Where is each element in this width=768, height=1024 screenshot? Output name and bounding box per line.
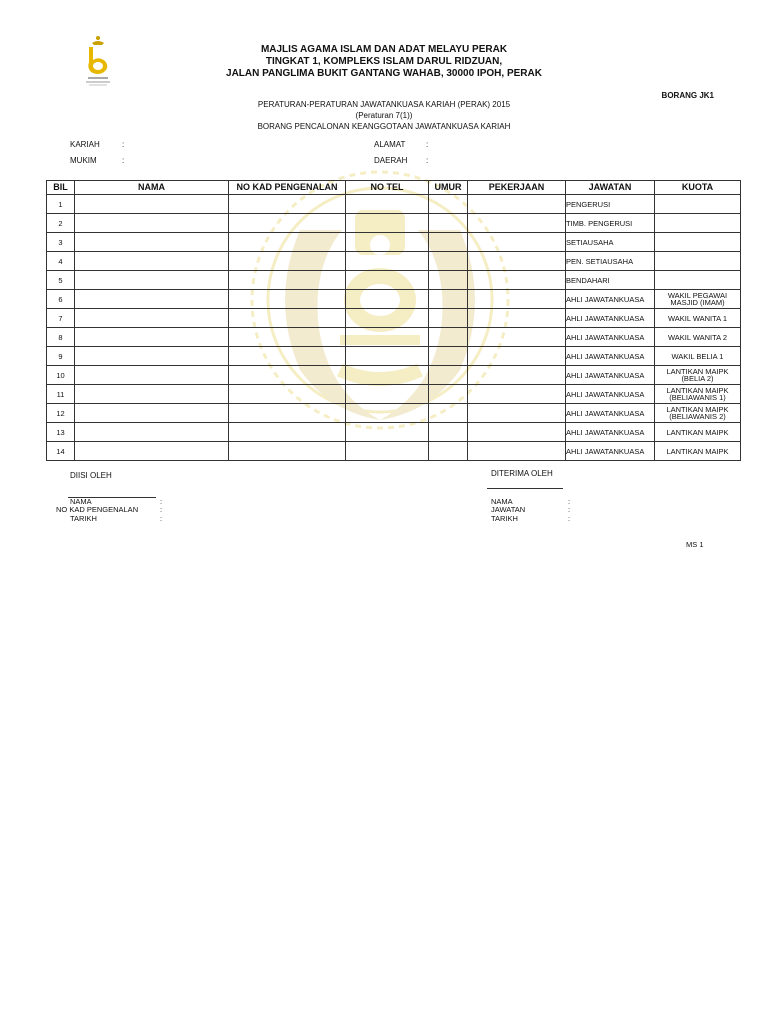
table-row xyxy=(47,309,741,328)
kariah-label: KARIAH xyxy=(70,140,100,149)
table-row xyxy=(47,233,741,252)
row-nama-cell[interactable] xyxy=(75,328,229,347)
row-jawatan-cell: AHLI JAWATANKUASA xyxy=(566,385,655,404)
table-row xyxy=(47,347,741,366)
row-pekerjaan-cell[interactable] xyxy=(468,290,566,309)
row-pekerjaan-cell[interactable] xyxy=(468,423,566,442)
page-code: MS 1 xyxy=(686,540,704,549)
nomination-table xyxy=(46,180,741,461)
received-by-signature-line xyxy=(487,488,563,489)
row-umur-cell[interactable] xyxy=(429,290,468,309)
row-pekerjaan-cell[interactable] xyxy=(468,309,566,328)
table-row xyxy=(47,366,741,385)
row-notel-cell[interactable] xyxy=(346,328,429,347)
row-kuota-cell: WAKIL WANITA 2 xyxy=(655,328,741,347)
row-bil-cell: 9 xyxy=(47,347,75,366)
table-row xyxy=(47,404,741,423)
row-ic-cell[interactable] xyxy=(229,271,346,290)
filled-by-nama-label: NAMA xyxy=(70,497,92,506)
row-jawatan-cell: PENGERUSI xyxy=(566,195,655,214)
row-notel-cell[interactable] xyxy=(346,366,429,385)
row-notel-cell[interactable] xyxy=(346,233,429,252)
col-header-bil: BIL xyxy=(47,181,75,195)
row-notel-cell[interactable] xyxy=(346,309,429,328)
row-pekerjaan-cell[interactable] xyxy=(468,347,566,366)
row-kuota-cell: LANTIKAN MAIPK (BELIAWANIS 2) xyxy=(655,404,741,423)
row-notel-cell[interactable] xyxy=(346,423,429,442)
row-notel-cell[interactable] xyxy=(346,195,429,214)
row-umur-cell[interactable] xyxy=(429,309,468,328)
received-by-nama-label: NAMA xyxy=(491,497,513,506)
row-bil-cell: 2 xyxy=(47,214,75,233)
row-pekerjaan-cell[interactable] xyxy=(468,195,566,214)
row-umur-cell[interactable] xyxy=(429,233,468,252)
row-kuota-cell: LANTIKAN MAIPK xyxy=(655,442,741,461)
row-jawatan-cell: AHLI JAWATANKUASA xyxy=(566,328,655,347)
col-header-jawatan: JAWATAN xyxy=(566,181,655,195)
row-nama-cell[interactable] xyxy=(75,252,229,271)
row-bil-cell: 7 xyxy=(47,309,75,328)
row-pekerjaan-cell[interactable] xyxy=(468,385,566,404)
row-ic-cell[interactable] xyxy=(229,214,346,233)
row-bil-cell: 6 xyxy=(47,290,75,309)
row-jawatan-cell: SETIAUSAHA xyxy=(566,233,655,252)
form-title: BORANG PENCALONAN KEANGGOTAAN JAWATANKUASA KARIAH xyxy=(257,122,511,131)
address-line-2: JALAN PANGLIMA BUKIT GANTANG WAHAB, 30000 IPOH, PERAK xyxy=(226,68,542,79)
row-nama-cell[interactable] xyxy=(75,195,229,214)
row-notel-cell[interactable] xyxy=(346,252,429,271)
row-nama-cell[interactable] xyxy=(75,347,229,366)
row-kuota-cell: WAKIL PEGAWAI MASJID (IMAM) xyxy=(655,290,741,309)
form-code: BORANG JK1 xyxy=(661,91,714,100)
col-header-ic: NO KAD PENGENALAN xyxy=(229,181,346,195)
row-nama-cell[interactable] xyxy=(75,404,229,423)
row-bil-cell: 5 xyxy=(47,271,75,290)
table-row xyxy=(47,290,741,309)
row-notel-cell[interactable] xyxy=(346,404,429,423)
row-kuota-cell xyxy=(655,195,741,214)
mukim-label: MUKIM xyxy=(70,156,97,165)
col-header-kuota: KUOTA xyxy=(655,181,741,195)
row-jawatan-cell: AHLI JAWATANKUASA xyxy=(566,404,655,423)
table-row xyxy=(47,328,741,347)
row-kuota-cell xyxy=(655,214,741,233)
row-kuota-cell xyxy=(655,252,741,271)
received-by-tarikh-colon: : xyxy=(568,514,571,523)
row-jawatan-cell: AHLI JAWATANKUASA xyxy=(566,347,655,366)
filled-by-label: DIISI OLEH xyxy=(70,471,112,480)
row-pekerjaan-cell[interactable] xyxy=(468,233,566,252)
table-row xyxy=(47,423,741,442)
row-bil-cell: 4 xyxy=(47,252,75,271)
row-bil-cell: 14 xyxy=(47,442,75,461)
row-notel-cell[interactable] xyxy=(346,214,429,233)
col-header-umur: UMUR xyxy=(429,181,468,195)
table-row xyxy=(47,252,741,271)
row-nama-cell[interactable] xyxy=(75,214,229,233)
row-umur-cell[interactable] xyxy=(429,271,468,290)
row-kuota-cell: WAKIL WANITA 1 xyxy=(655,309,741,328)
row-jawatan-cell: AHLI JAWATANKUASA xyxy=(566,366,655,385)
row-umur-cell[interactable] xyxy=(429,442,468,461)
mukim-colon: : xyxy=(122,156,125,165)
row-pekerjaan-cell[interactable] xyxy=(468,404,566,423)
regulation-title: PERATURAN-PERATURAN JAWATANKUASA KARIAH (PERAK) 2015 xyxy=(257,100,511,109)
received-by-nama-colon: : xyxy=(568,497,571,506)
received-by-jawatan-label: JAWATAN xyxy=(491,505,526,514)
row-ic-cell[interactable] xyxy=(229,233,346,252)
row-notel-cell[interactable] xyxy=(346,271,429,290)
col-header-pekerjaan: PEKERJAAN xyxy=(468,181,566,195)
row-nama-cell[interactable] xyxy=(75,385,229,404)
row-jawatan-cell: AHLI JAWATANKUASA xyxy=(566,423,655,442)
row-umur-cell[interactable] xyxy=(429,214,468,233)
row-umur-cell[interactable] xyxy=(429,347,468,366)
address-line-1: TINGKAT 1, KOMPLEKS ISLAM DARUL RIDZUAN, xyxy=(265,56,503,67)
row-jawatan-cell: AHLI JAWATANKUASA xyxy=(566,442,655,461)
row-nama-cell[interactable] xyxy=(75,233,229,252)
table-row xyxy=(47,385,741,404)
row-bil-cell: 1 xyxy=(47,195,75,214)
row-nama-cell[interactable] xyxy=(75,366,229,385)
row-ic-cell[interactable] xyxy=(229,423,346,442)
table-row xyxy=(47,214,741,233)
table-row xyxy=(47,442,741,461)
row-pekerjaan-cell[interactable] xyxy=(468,214,566,233)
row-ic-cell[interactable] xyxy=(229,195,346,214)
alamat-colon: : xyxy=(426,140,429,149)
row-ic-cell[interactable] xyxy=(229,404,346,423)
row-jawatan-cell: BENDAHARI xyxy=(566,271,655,290)
row-kuota-cell xyxy=(655,271,741,290)
row-umur-cell[interactable] xyxy=(429,404,468,423)
regulation-ref: (Peraturan 7(1)) xyxy=(355,111,413,120)
row-bil-cell: 10 xyxy=(47,366,75,385)
row-ic-cell[interactable] xyxy=(229,328,346,347)
filled-by-nama-colon: : xyxy=(160,497,163,506)
filled-by-tarikh-colon: : xyxy=(160,514,163,523)
row-ic-cell[interactable] xyxy=(229,252,346,271)
row-notel-cell[interactable] xyxy=(346,385,429,404)
row-bil-cell: 13 xyxy=(47,423,75,442)
row-ic-cell[interactable] xyxy=(229,385,346,404)
row-notel-cell[interactable] xyxy=(346,290,429,309)
row-pekerjaan-cell[interactable] xyxy=(468,442,566,461)
row-umur-cell[interactable] xyxy=(429,423,468,442)
received-by-jawatan-colon: : xyxy=(568,505,571,514)
row-nama-cell[interactable] xyxy=(75,423,229,442)
filled-by-tarikh-label: TARIKH xyxy=(70,514,97,523)
row-kuota-cell: LANTIKAN MAIPK (BELIAWANIS 1) xyxy=(655,385,741,404)
row-nama-cell[interactable] xyxy=(75,309,229,328)
col-header-nama: NAMA xyxy=(75,181,229,195)
row-umur-cell[interactable] xyxy=(429,385,468,404)
row-kuota-cell: LANTIKAN MAIPK xyxy=(655,423,741,442)
daerah-label: DAERAH xyxy=(374,156,408,165)
row-ic-cell[interactable] xyxy=(229,366,346,385)
alamat-label: ALAMAT xyxy=(374,140,406,149)
row-ic-cell[interactable] xyxy=(229,290,346,309)
row-pekerjaan-cell[interactable] xyxy=(468,271,566,290)
row-ic-cell[interactable] xyxy=(229,442,346,461)
table-header-row xyxy=(47,181,741,195)
row-notel-cell[interactable] xyxy=(346,347,429,366)
org-name: MAJLIS AGAMA ISLAM DAN ADAT MELAYU PERAK xyxy=(260,44,508,55)
row-jawatan-cell: AHLI JAWATANKUASA xyxy=(566,290,655,309)
filled-by-ic-label: NO KAD PENGENALAN xyxy=(56,505,139,514)
row-pekerjaan-cell[interactable] xyxy=(468,328,566,347)
row-bil-cell: 11 xyxy=(47,385,75,404)
daerah-colon: : xyxy=(426,156,429,165)
row-kuota-cell xyxy=(655,233,741,252)
row-bil-cell: 3 xyxy=(47,233,75,252)
row-bil-cell: 8 xyxy=(47,328,75,347)
row-kuota-cell: LANTIKAN MAIPK (BELIA 2) xyxy=(655,366,741,385)
received-by-tarikh-label: TARIKH xyxy=(491,514,518,523)
row-pekerjaan-cell[interactable] xyxy=(468,366,566,385)
row-nama-cell[interactable] xyxy=(75,271,229,290)
row-umur-cell[interactable] xyxy=(429,252,468,271)
row-jawatan-cell: PEN. SETIAUSAHA xyxy=(566,252,655,271)
table-row xyxy=(47,195,741,214)
row-pekerjaan-cell[interactable] xyxy=(468,252,566,271)
row-kuota-cell: WAKIL BELIA 1 xyxy=(655,347,741,366)
row-umur-cell[interactable] xyxy=(429,328,468,347)
row-nama-cell[interactable] xyxy=(75,290,229,309)
row-notel-cell[interactable] xyxy=(346,442,429,461)
row-ic-cell[interactable] xyxy=(229,309,346,328)
kariah-colon: : xyxy=(122,140,125,149)
col-header-notel: NO TEL xyxy=(346,181,429,195)
row-bil-cell: 12 xyxy=(47,404,75,423)
table-row xyxy=(47,271,741,290)
row-umur-cell[interactable] xyxy=(429,366,468,385)
row-jawatan-cell: TIMB. PENGERUSI xyxy=(566,214,655,233)
filled-by-ic-colon: : xyxy=(160,505,163,514)
row-umur-cell[interactable] xyxy=(429,195,468,214)
row-jawatan-cell: AHLI JAWATANKUASA xyxy=(566,309,655,328)
row-ic-cell[interactable] xyxy=(229,347,346,366)
row-nama-cell[interactable] xyxy=(75,442,229,461)
received-by-label: DITERIMA OLEH xyxy=(491,469,553,478)
